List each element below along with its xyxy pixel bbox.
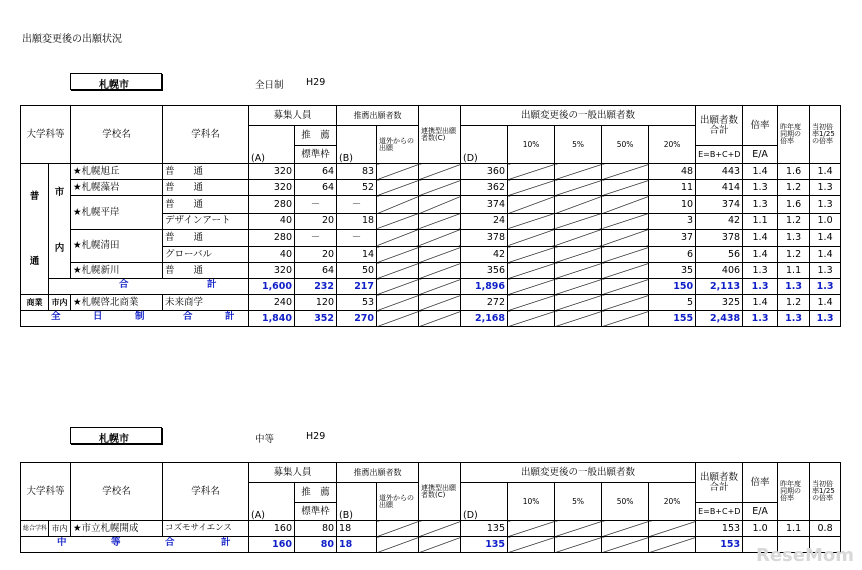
header-renkei: 連携型出願者数(C) [419, 463, 461, 521]
table-row [21, 295, 841, 311]
dogai-cell [377, 263, 419, 279]
s-cell: － [295, 196, 337, 214]
p10-cell [508, 521, 555, 537]
watermark-logo: ReseMom [755, 545, 854, 566]
total-b: 18 [337, 537, 377, 553]
header-hyojunwaku: 標準枠 [295, 146, 337, 164]
header-p50: 50% [602, 483, 649, 521]
r-cell: 1.1 [743, 213, 778, 229]
total-t: 1.3 [810, 311, 841, 327]
p5-cell [555, 180, 602, 196]
e-cell: 443 [696, 164, 743, 180]
e-cell: 374 [696, 196, 743, 214]
renkei-cell [419, 521, 461, 537]
t-cell: 1.3 [810, 196, 841, 214]
s-cell: 64 [295, 263, 337, 279]
total-label-3: 制 [135, 310, 145, 322]
b-cell: 53 [337, 295, 377, 311]
p20-cell: 10 [649, 196, 696, 214]
renkei-cell [419, 196, 461, 214]
d-cell: 272 [461, 295, 508, 311]
p10-cell [508, 180, 555, 196]
r-cell: 1.4 [743, 295, 778, 311]
r-cell: 1.3 [743, 263, 778, 279]
header-formula: E=B+C+D [696, 146, 743, 164]
total-dogai [377, 311, 419, 327]
subtotal-p50 [602, 279, 649, 295]
total-p5 [555, 537, 602, 553]
total-renkei [419, 311, 461, 327]
renkei-cell [419, 180, 461, 196]
s-cell: 20 [295, 213, 337, 229]
a-cell: 320 [249, 180, 295, 196]
total-label-3: 合 [165, 536, 175, 548]
b-cell: 83 [337, 164, 377, 180]
applicants-table-secondary [20, 462, 841, 553]
total-renkei [419, 537, 461, 553]
renkei-cell [419, 164, 461, 180]
d-cell: 42 [461, 247, 508, 263]
subtotal-p10 [508, 279, 555, 295]
p50-cell [602, 196, 649, 214]
t-cell: 1.4 [810, 295, 841, 311]
group-label-futsu [21, 164, 49, 295]
total-label-2: 等 [111, 536, 121, 548]
total-p10 [508, 537, 555, 553]
header-zennen: 昨年度同期の倍率 [778, 463, 810, 521]
p50-cell [602, 247, 649, 263]
p5-cell [555, 263, 602, 279]
p5-cell [555, 229, 602, 247]
z-cell: 1.2 [778, 247, 810, 263]
dept-cell: グローバル [163, 247, 249, 263]
group-char-1: 普 [29, 190, 40, 202]
dogai-cell [377, 164, 419, 180]
header-suisen: 推 薦 [295, 483, 337, 503]
header-school: 学校名 [71, 106, 163, 164]
b-cell: 18 [337, 521, 377, 537]
p50-cell [602, 295, 649, 311]
b-cell: 52 [337, 180, 377, 196]
p10-cell [508, 213, 555, 229]
header-suisen: 推 薦 [295, 126, 337, 146]
header-renkei: 連携型出願者数(C) [419, 106, 461, 164]
page-title: 出願変更後の出願状況 [22, 34, 122, 45]
t-cell: 1.4 [810, 247, 841, 263]
header-hyojunwaku: 標準枠 [295, 503, 337, 521]
subtotal-renkei [419, 279, 461, 295]
subtotal-t: 1.3 [810, 279, 841, 295]
header-univ: 大学科等 [21, 463, 71, 521]
dogai-cell [377, 521, 419, 537]
d-cell: 360 [461, 164, 508, 180]
header-p5: 5% [555, 126, 602, 164]
d-cell: 362 [461, 180, 508, 196]
p50-cell [602, 164, 649, 180]
p20-cell: 6 [649, 247, 696, 263]
header-p5: 5% [555, 483, 602, 521]
header-dogai: 道外からの出願 [377, 483, 419, 521]
r-cell: 1.0 [743, 521, 778, 537]
z-cell: 1.3 [778, 229, 810, 247]
e-cell: 153 [696, 521, 743, 537]
d-cell: 378 [461, 229, 508, 247]
p50-cell [602, 180, 649, 196]
p5-cell [555, 295, 602, 311]
total-d: 135 [461, 537, 508, 553]
z-cell: 1.2 [778, 295, 810, 311]
total-s: 352 [295, 311, 337, 327]
total-r: 1.3 [743, 311, 778, 327]
total-label [21, 537, 249, 553]
school-cell: ★札幌旭丘 [71, 164, 163, 180]
total-p50 [602, 537, 649, 553]
table-row [21, 521, 841, 537]
total-p10 [508, 311, 555, 327]
total-p20 [649, 537, 696, 553]
z-cell: 1.2 [778, 213, 810, 229]
p20-cell [649, 521, 696, 537]
p10-cell [508, 196, 555, 214]
total-label-4: 計 [221, 536, 231, 548]
p10-cell [508, 295, 555, 311]
header-a: (A) [249, 483, 295, 521]
dogai-cell [377, 229, 419, 247]
p10-cell [508, 263, 555, 279]
header-suisen-shigan: 推薦出願者数 [337, 463, 419, 483]
a-cell: 280 [249, 229, 295, 247]
header-d: (D) [461, 483, 508, 521]
z-cell: 1.6 [778, 196, 810, 214]
a-cell: 320 [249, 164, 295, 180]
year-label-2: H29 [306, 431, 326, 442]
p5-cell [555, 196, 602, 214]
b-cell: － [337, 196, 377, 214]
header-dept: 学科名 [163, 463, 249, 521]
total-label-1: 中 [57, 536, 67, 548]
subtotal-z: 1.3 [778, 279, 810, 295]
a-cell: 240 [249, 295, 295, 311]
dogai-cell [377, 295, 419, 311]
p20-cell: 48 [649, 164, 696, 180]
t-cell: 1.3 [810, 180, 841, 196]
course-type-2: 中等 [255, 434, 275, 445]
b-cell: 18 [337, 213, 377, 229]
s-cell: 64 [295, 180, 337, 196]
renkei-cell [419, 213, 461, 229]
sub-cell: 市内 [49, 295, 71, 311]
header-toshou: 当初倍率1/25の倍率 [810, 106, 841, 164]
total-label [21, 311, 249, 327]
dogai-cell [377, 180, 419, 196]
subtotal-dogai [377, 279, 419, 295]
subtotal-p5 [555, 279, 602, 295]
d-cell: 374 [461, 196, 508, 214]
header-b: (B) [337, 126, 377, 164]
subtotal-a: 1,600 [249, 279, 295, 295]
total-a: 160 [249, 537, 295, 553]
t-cell: 1.4 [810, 229, 841, 247]
school-cell: ★市立札幌開成 [71, 521, 163, 537]
r-cell: 1.3 [743, 196, 778, 214]
table-row [21, 229, 841, 247]
s-cell: 20 [295, 247, 337, 263]
subtotal-d: 1,896 [461, 279, 508, 295]
renkei-cell [419, 247, 461, 263]
header-bairitsu: 倍率 [743, 106, 778, 146]
total-label-5: 計 [225, 310, 235, 322]
e-cell: 56 [696, 247, 743, 263]
header-suisen-shigan: 推薦出願者数 [337, 106, 419, 126]
univ-cell: 商業 [21, 295, 49, 311]
header-univ: 大学科等 [21, 106, 71, 164]
e-cell: 42 [696, 213, 743, 229]
e-cell: 406 [696, 263, 743, 279]
dept-cell: 普 通 [163, 180, 249, 196]
r-cell: 1.4 [743, 247, 778, 263]
header-d: (D) [461, 126, 508, 164]
header-dept: 学科名 [163, 106, 249, 164]
p10-cell [508, 229, 555, 247]
total-p50 [602, 311, 649, 327]
subtotal-label-1: 合 [119, 278, 129, 290]
group-char-2: 通 [29, 255, 40, 267]
p20-cell: 11 [649, 180, 696, 196]
header-formula: E=B+C+D [696, 503, 743, 521]
total-p5 [555, 311, 602, 327]
total-e: 153 [696, 537, 743, 553]
p20-cell: 37 [649, 229, 696, 247]
dept-cell: コズモサイエンス [163, 521, 249, 537]
t-cell: 1.0 [810, 213, 841, 229]
header-p10: 10% [508, 483, 555, 521]
total-b: 270 [337, 311, 377, 327]
course-type: 全日制 [255, 80, 284, 91]
applicants-table-fulltime [20, 105, 841, 327]
r-cell: 1.4 [743, 164, 778, 180]
subtotal-row [21, 279, 841, 295]
d-cell: 356 [461, 263, 508, 279]
s-cell: 80 [295, 521, 337, 537]
dept-cell: 普 通 [163, 229, 249, 247]
header-p20: 20% [649, 483, 696, 521]
a-cell: 40 [249, 213, 295, 229]
total-a: 1,840 [249, 311, 295, 327]
sub-label-shinai [49, 164, 71, 279]
header-b: (B) [337, 483, 377, 521]
d-cell: 24 [461, 213, 508, 229]
table-row [21, 164, 841, 180]
subtotal-s: 232 [295, 279, 337, 295]
header-ea: E/A [743, 503, 778, 521]
header-ippan: 出願変更後の一般出願者数 [461, 463, 696, 483]
header-boshu: 募集人員 [249, 106, 337, 126]
header-gokei: 出願者数合計 [696, 463, 743, 503]
a-cell: 280 [249, 196, 295, 214]
total-row [21, 311, 841, 327]
p10-cell [508, 164, 555, 180]
t-cell: 1.3 [810, 263, 841, 279]
school-cell: ★札幌平岸 [71, 196, 163, 230]
city-label-2: 札幌市 [70, 427, 162, 444]
header-dogai: 道外からの出願 [377, 126, 419, 164]
s-cell: 120 [295, 295, 337, 311]
z-cell: 1.2 [778, 180, 810, 196]
total-dogai [377, 537, 419, 553]
s-cell: － [295, 229, 337, 247]
total-p20: 155 [649, 311, 696, 327]
table-row [21, 196, 841, 214]
sub-cell: 市内 [49, 521, 71, 537]
header-p20: 20% [649, 126, 696, 164]
renkei-cell [419, 229, 461, 247]
e-cell: 325 [696, 295, 743, 311]
table-row [21, 180, 841, 196]
p50-cell [602, 213, 649, 229]
dept-cell: 普 通 [163, 196, 249, 214]
school-cell: ★札幌藻岩 [71, 180, 163, 196]
e-cell: 378 [696, 229, 743, 247]
renkei-cell [419, 295, 461, 311]
p5-cell [555, 247, 602, 263]
subtotal-r: 1.3 [743, 279, 778, 295]
header-ippan: 出願変更後の一般出願者数 [461, 106, 696, 126]
header-p10: 10% [508, 126, 555, 164]
year-label: H29 [306, 77, 326, 88]
subtotal-label [49, 279, 249, 295]
total-label-4: 合 [183, 310, 193, 322]
school-cell: ★札幌新川 [71, 263, 163, 279]
p5-cell [555, 164, 602, 180]
p20-cell: 5 [649, 295, 696, 311]
header-school: 学校名 [71, 463, 163, 521]
b-cell: － [337, 229, 377, 247]
p20-cell: 3 [649, 213, 696, 229]
dept-cell: 普 通 [163, 263, 249, 279]
school-cell: ★札幌清田 [71, 229, 163, 263]
total-z: 1.3 [778, 311, 810, 327]
t-cell: 0.8 [810, 521, 841, 537]
header-ea: E/A [743, 146, 778, 164]
header-p50: 50% [602, 126, 649, 164]
total-label-1: 全 [51, 310, 61, 322]
total-label-2: 日 [93, 310, 103, 322]
p5-cell [555, 213, 602, 229]
p50-cell [602, 521, 649, 537]
dogai-cell [377, 213, 419, 229]
p20-cell: 35 [649, 263, 696, 279]
subtotal-e: 2,113 [696, 279, 743, 295]
subtotal-label-2: 計 [207, 278, 217, 290]
dogai-cell [377, 196, 419, 214]
z-cell: 1.6 [778, 164, 810, 180]
sub-char-2: 内 [54, 243, 65, 255]
sub-char-1: 市 [54, 187, 65, 199]
header-zennen: 昨年度同期の倍率 [778, 106, 810, 164]
univ-cell: 総合学科 [21, 521, 49, 537]
s-cell: 64 [295, 164, 337, 180]
dogai-cell [377, 247, 419, 263]
z-cell: 1.1 [778, 521, 810, 537]
r-cell: 1.4 [743, 229, 778, 247]
p50-cell [602, 229, 649, 247]
z-cell: 1.1 [778, 263, 810, 279]
b-cell: 50 [337, 263, 377, 279]
b-cell: 14 [337, 247, 377, 263]
subtotal-b: 217 [337, 279, 377, 295]
school-cell: ★札幌啓北商業 [71, 295, 163, 311]
header-gokei: 出願者数合計 [696, 106, 743, 146]
table-row [21, 263, 841, 279]
dept-cell: デザインアート [163, 213, 249, 229]
t-cell: 1.4 [810, 164, 841, 180]
total-d: 2,168 [461, 311, 508, 327]
dept-cell: 普 通 [163, 164, 249, 180]
dept-cell: 未来商学 [163, 295, 249, 311]
a-cell: 40 [249, 247, 295, 263]
p5-cell [555, 521, 602, 537]
city-label: 札幌市 [70, 73, 162, 90]
p10-cell [508, 247, 555, 263]
e-cell: 414 [696, 180, 743, 196]
header-a: (A) [249, 126, 295, 164]
total-e: 2,438 [696, 311, 743, 327]
subtotal-p20: 150 [649, 279, 696, 295]
total-s: 80 [295, 537, 337, 553]
total-row [21, 537, 841, 553]
renkei-cell [419, 263, 461, 279]
r-cell: 1.3 [743, 180, 778, 196]
header-boshu: 募集人員 [249, 463, 337, 483]
header-bairitsu: 倍率 [743, 463, 778, 503]
d-cell: 135 [461, 521, 508, 537]
p50-cell [602, 263, 649, 279]
a-cell: 160 [249, 521, 295, 537]
a-cell: 320 [249, 263, 295, 279]
header-toshou: 当初倍率1/25の倍率 [810, 463, 841, 521]
